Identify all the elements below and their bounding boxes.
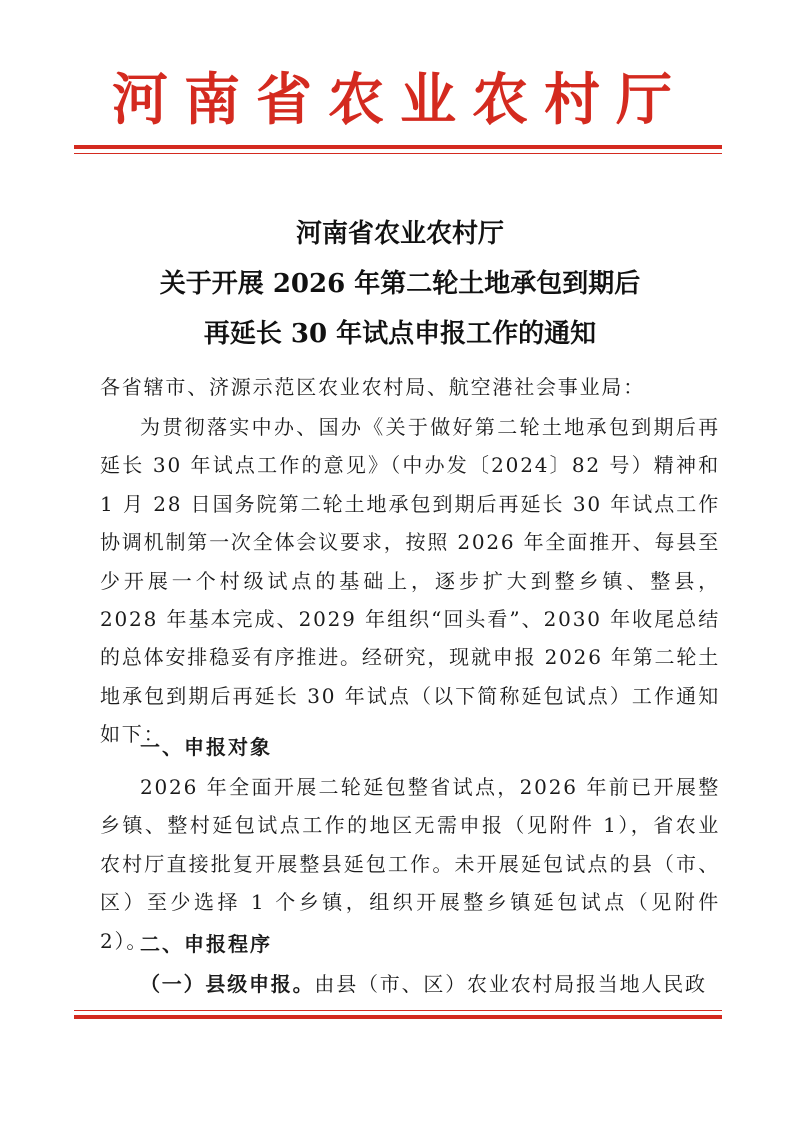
procedure-text: 由县（市、区）农业农村局报当地人民政	[314, 972, 707, 996]
salutation: 各省辖市、济源示范区农业农村局、航空港社会事业局：	[100, 375, 645, 399]
section-heading-2: 二、申报程序	[140, 932, 272, 956]
subsection-label: （一）县级申报。	[140, 972, 315, 996]
document-title-line-3: 再延长 30 年试点申报工作的通知	[203, 319, 597, 349]
footer-red-rule-thick	[74, 1015, 722, 1019]
document-title-line-1: 河南省农业农村厅	[295, 219, 504, 249]
section-heading-1: 一、申报对象	[140, 735, 272, 759]
issuer-header: 河南省农业农村厅	[112, 67, 688, 133]
paragraph-procedure	[100, 965, 720, 1003]
footer-red-rule-thin	[74, 1010, 722, 1011]
document-title-line-2: 关于开展 2026 年第二轮土地承包到期后	[159, 269, 641, 299]
paragraph-intro: 为贯彻落实中办、国办《关于做好第二轮土地承包到期后再延长 30 年试点工作的意见》（中办发〔2024〕82 号）精神和 1 月 28 日国务院第二轮土地承包到期后再延长 30 年试点工作协调机制第一次全体会议要求，按照 2026 年全面推开、每县至少开展一个村级试点的基础上，逐步扩大到整乡镇、整县，2028 年基本完成、2029 年组织“回头看”、2030 年收尾总结的总体安排稳妥有序推进。经研究，现就申报 2026 年第二轮土地承包到期后再延长 30 年试点（以下简称延包试点）工作通知如下：	[100, 415, 720, 747]
header-red-rule-thick	[74, 145, 722, 149]
paragraph-applicants: 2026 年全面开展二轮延包整省试点，2026 年前已开展整乡镇、整村延包试点工作的地区无需申报（见附件 1），省农业农村厅直接批复开展整县延包工作。未开展延包试点的县（市、区）至少选择 1 个乡镇，组织开展整乡镇延包试点（见附件 2）。	[100, 775, 721, 953]
header-red-rule-thin	[74, 153, 722, 154]
